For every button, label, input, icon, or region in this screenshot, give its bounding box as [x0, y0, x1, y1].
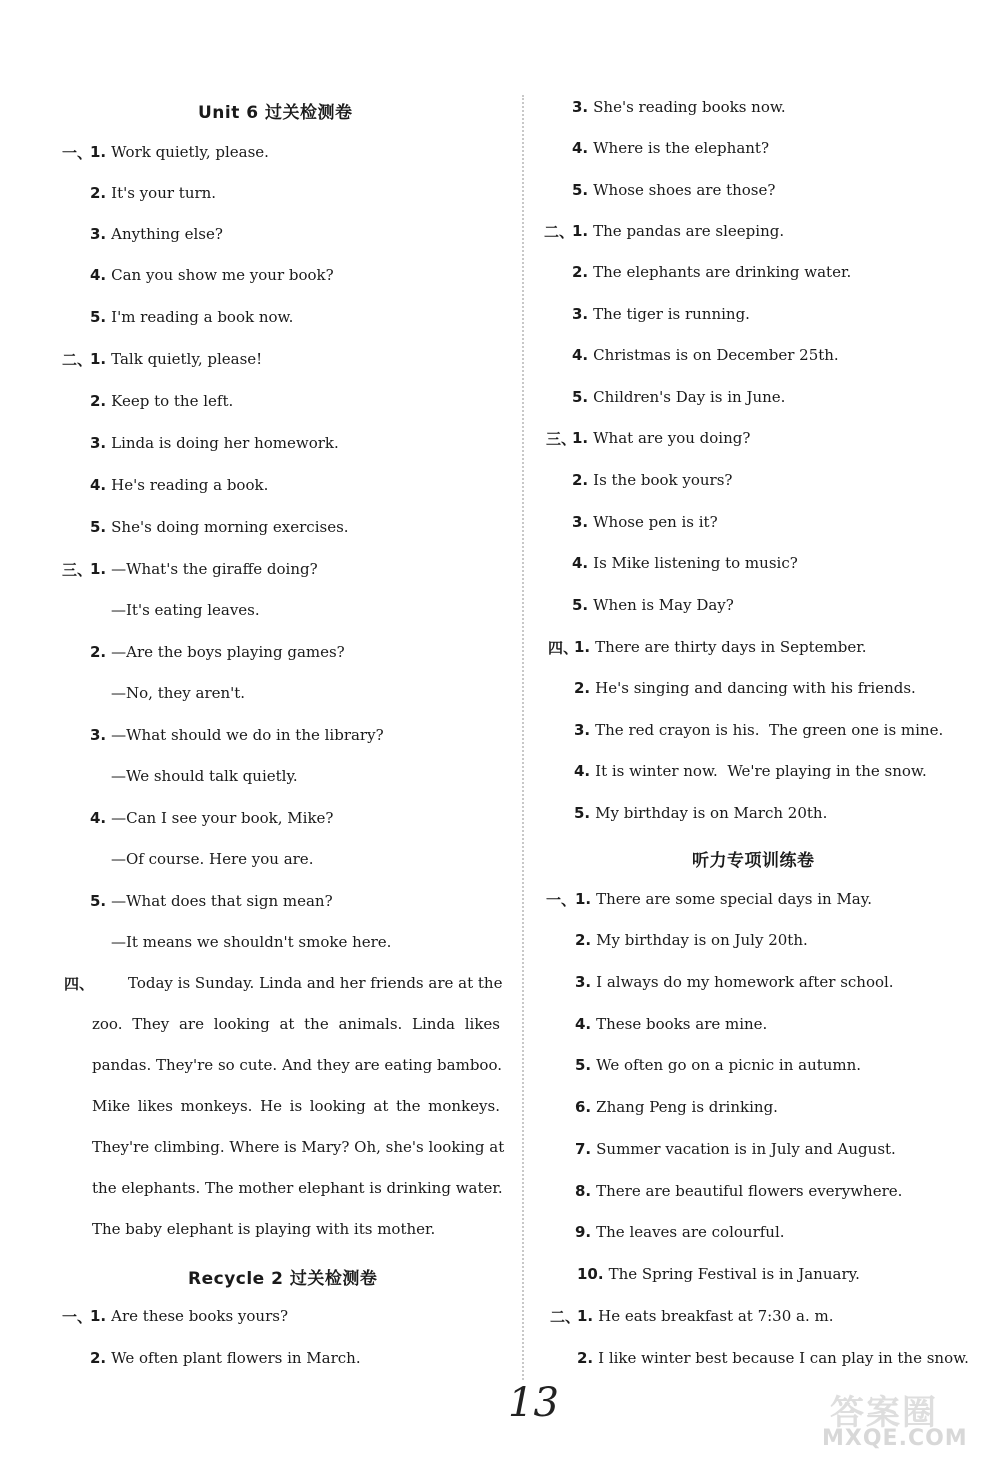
recycle2-s3-label: 三、	[546, 430, 577, 448]
dialogue-answer: —No, they aren't.	[111, 684, 246, 702]
list-item: 2. Keep to the left.	[90, 392, 234, 410]
dialogue-question: 1. —What's the giraffe doing?	[90, 560, 318, 578]
list-item: 6. Zhang Peng is drinking.	[575, 1098, 778, 1116]
list-item: 5. She's doing morning exercises.	[90, 518, 349, 536]
listening-title: 听力专项训练卷	[692, 851, 815, 871]
paragraph-line: The baby elephant is playing with its mother.	[92, 1220, 436, 1238]
paragraph-line: zoo. They are looking at the animals. Linda likes	[92, 1015, 500, 1033]
unit6-s2-label: 二、	[62, 351, 93, 369]
list-item: 2. We often plant flowers in March.	[90, 1349, 361, 1367]
list-item: 5. Whose shoes are those?	[572, 181, 776, 199]
list-item: 7. Summer vacation is in July and August.	[575, 1140, 896, 1158]
list-item: 2. My birthday is on July 20th.	[575, 931, 808, 949]
recycle2-title: Recycle 2 过关检测卷	[188, 1269, 378, 1289]
list-item: 3. The tiger is running.	[572, 305, 750, 323]
paragraph-line: pandas. They're so cute. And they are eating bamboo.	[92, 1056, 502, 1074]
list-item: 9. The leaves are colourful.	[575, 1223, 785, 1241]
list-item: 4. It is winter now. We're playing in the snow.	[574, 762, 927, 780]
watermark-url: MXQE.COM	[822, 1426, 968, 1451]
list-item: 2. I like winter best because I can play in the snow.	[577, 1349, 969, 1367]
list-item: 1. He eats breakfast at 7:30 a. m.	[577, 1307, 834, 1325]
list-item: 5. I'm reading a book now.	[90, 308, 294, 326]
watermark-logo: 答案圈	[830, 1393, 938, 1433]
list-item: 1. Are these books yours?	[90, 1307, 288, 1325]
dialogue-answer: —It means we shouldn't smoke here.	[111, 933, 392, 951]
paragraph-line: They're climbing. Where is Mary? Oh, she's looking at	[92, 1138, 505, 1156]
list-item: 1. There are some special days in May.	[575, 890, 872, 908]
dialogue-question: 5. —What does that sign mean?	[90, 892, 333, 910]
list-item: 4. Where is the elephant?	[572, 139, 769, 157]
list-item: 3. Anything else?	[90, 225, 223, 243]
list-item: 3. I always do my homework after school.	[575, 973, 894, 991]
unit6-s3-label: 三、	[62, 561, 93, 579]
list-item: 1. The pandas are sleeping.	[572, 222, 785, 240]
unit6-s4-label: 四、	[64, 975, 95, 993]
list-item: 2. The elephants are drinking water.	[572, 263, 852, 281]
listening-s2-label: 二、	[550, 1308, 581, 1326]
column-divider	[522, 95, 524, 1380]
dialogue-question: 3. —What should we do in the library?	[90, 726, 384, 744]
list-item: 4. Christmas is on December 25th.	[572, 346, 839, 364]
list-item: 4. These books are mine.	[575, 1015, 768, 1033]
list-item: 3. The red crayon is his. The green one is mine.	[574, 721, 944, 739]
list-item: 1. What are you doing?	[572, 429, 751, 447]
paragraph-line: Today is Sunday. Linda and her friends are at the	[128, 974, 503, 992]
list-item: 2. Is the book yours?	[572, 471, 733, 489]
list-item: 4. He's reading a book.	[90, 476, 269, 494]
list-item: 3. Linda is doing her homework.	[90, 434, 339, 452]
page-number: 13	[508, 1380, 559, 1426]
dialogue-question: 2. —Are the boys playing games?	[90, 643, 345, 661]
paragraph-line: Mike likes monkeys. He is looking at the monkeys.	[92, 1097, 500, 1115]
recycle2-s2-label: 二、	[544, 223, 575, 241]
list-item: 3. She's reading books now.	[572, 98, 786, 116]
paragraph-line: the elephants. The mother elephant is drinking water.	[92, 1179, 503, 1197]
recycle2-s4-label: 四、	[548, 639, 579, 657]
recycle2-s1-label: 一、	[62, 1308, 93, 1326]
listening-s1-label: 一、	[546, 891, 577, 909]
list-item: 8. There are beautiful flowers everywhere.	[575, 1182, 903, 1200]
list-item: 5. My birthday is on March 20th.	[574, 804, 828, 822]
list-item: 2. He's singing and dancing with his friends.	[574, 679, 916, 697]
list-item: 10. The Spring Festival is in January.	[577, 1265, 860, 1283]
dialogue-answer: —It's eating leaves.	[111, 601, 260, 619]
list-item: 5. When is May Day?	[572, 596, 734, 614]
list-item: 4. Is Mike listening to music?	[572, 554, 798, 572]
unit6-title: Unit 6 过关检测卷	[198, 103, 353, 123]
list-item: 1. There are thirty days in September.	[574, 638, 867, 656]
dialogue-answer: —Of course. Here you are.	[111, 850, 314, 868]
dialogue-answer: —We should talk quietly.	[111, 767, 298, 785]
dialogue-question: 4. —Can I see your book, Mike?	[90, 809, 334, 827]
list-item: 5. We often go on a picnic in autumn.	[575, 1056, 862, 1074]
list-item: 1. Work quietly, please.	[90, 143, 269, 161]
list-item: 1. Talk quietly, please!	[90, 350, 263, 368]
list-item: 4. Can you show me your book?	[90, 266, 334, 284]
list-item: 3. Whose pen is it?	[572, 513, 718, 531]
unit6-s1-label: 一、	[62, 144, 93, 162]
list-item: 2. It's your turn.	[90, 184, 217, 202]
list-item: 5. Children's Day is in June.	[572, 388, 786, 406]
